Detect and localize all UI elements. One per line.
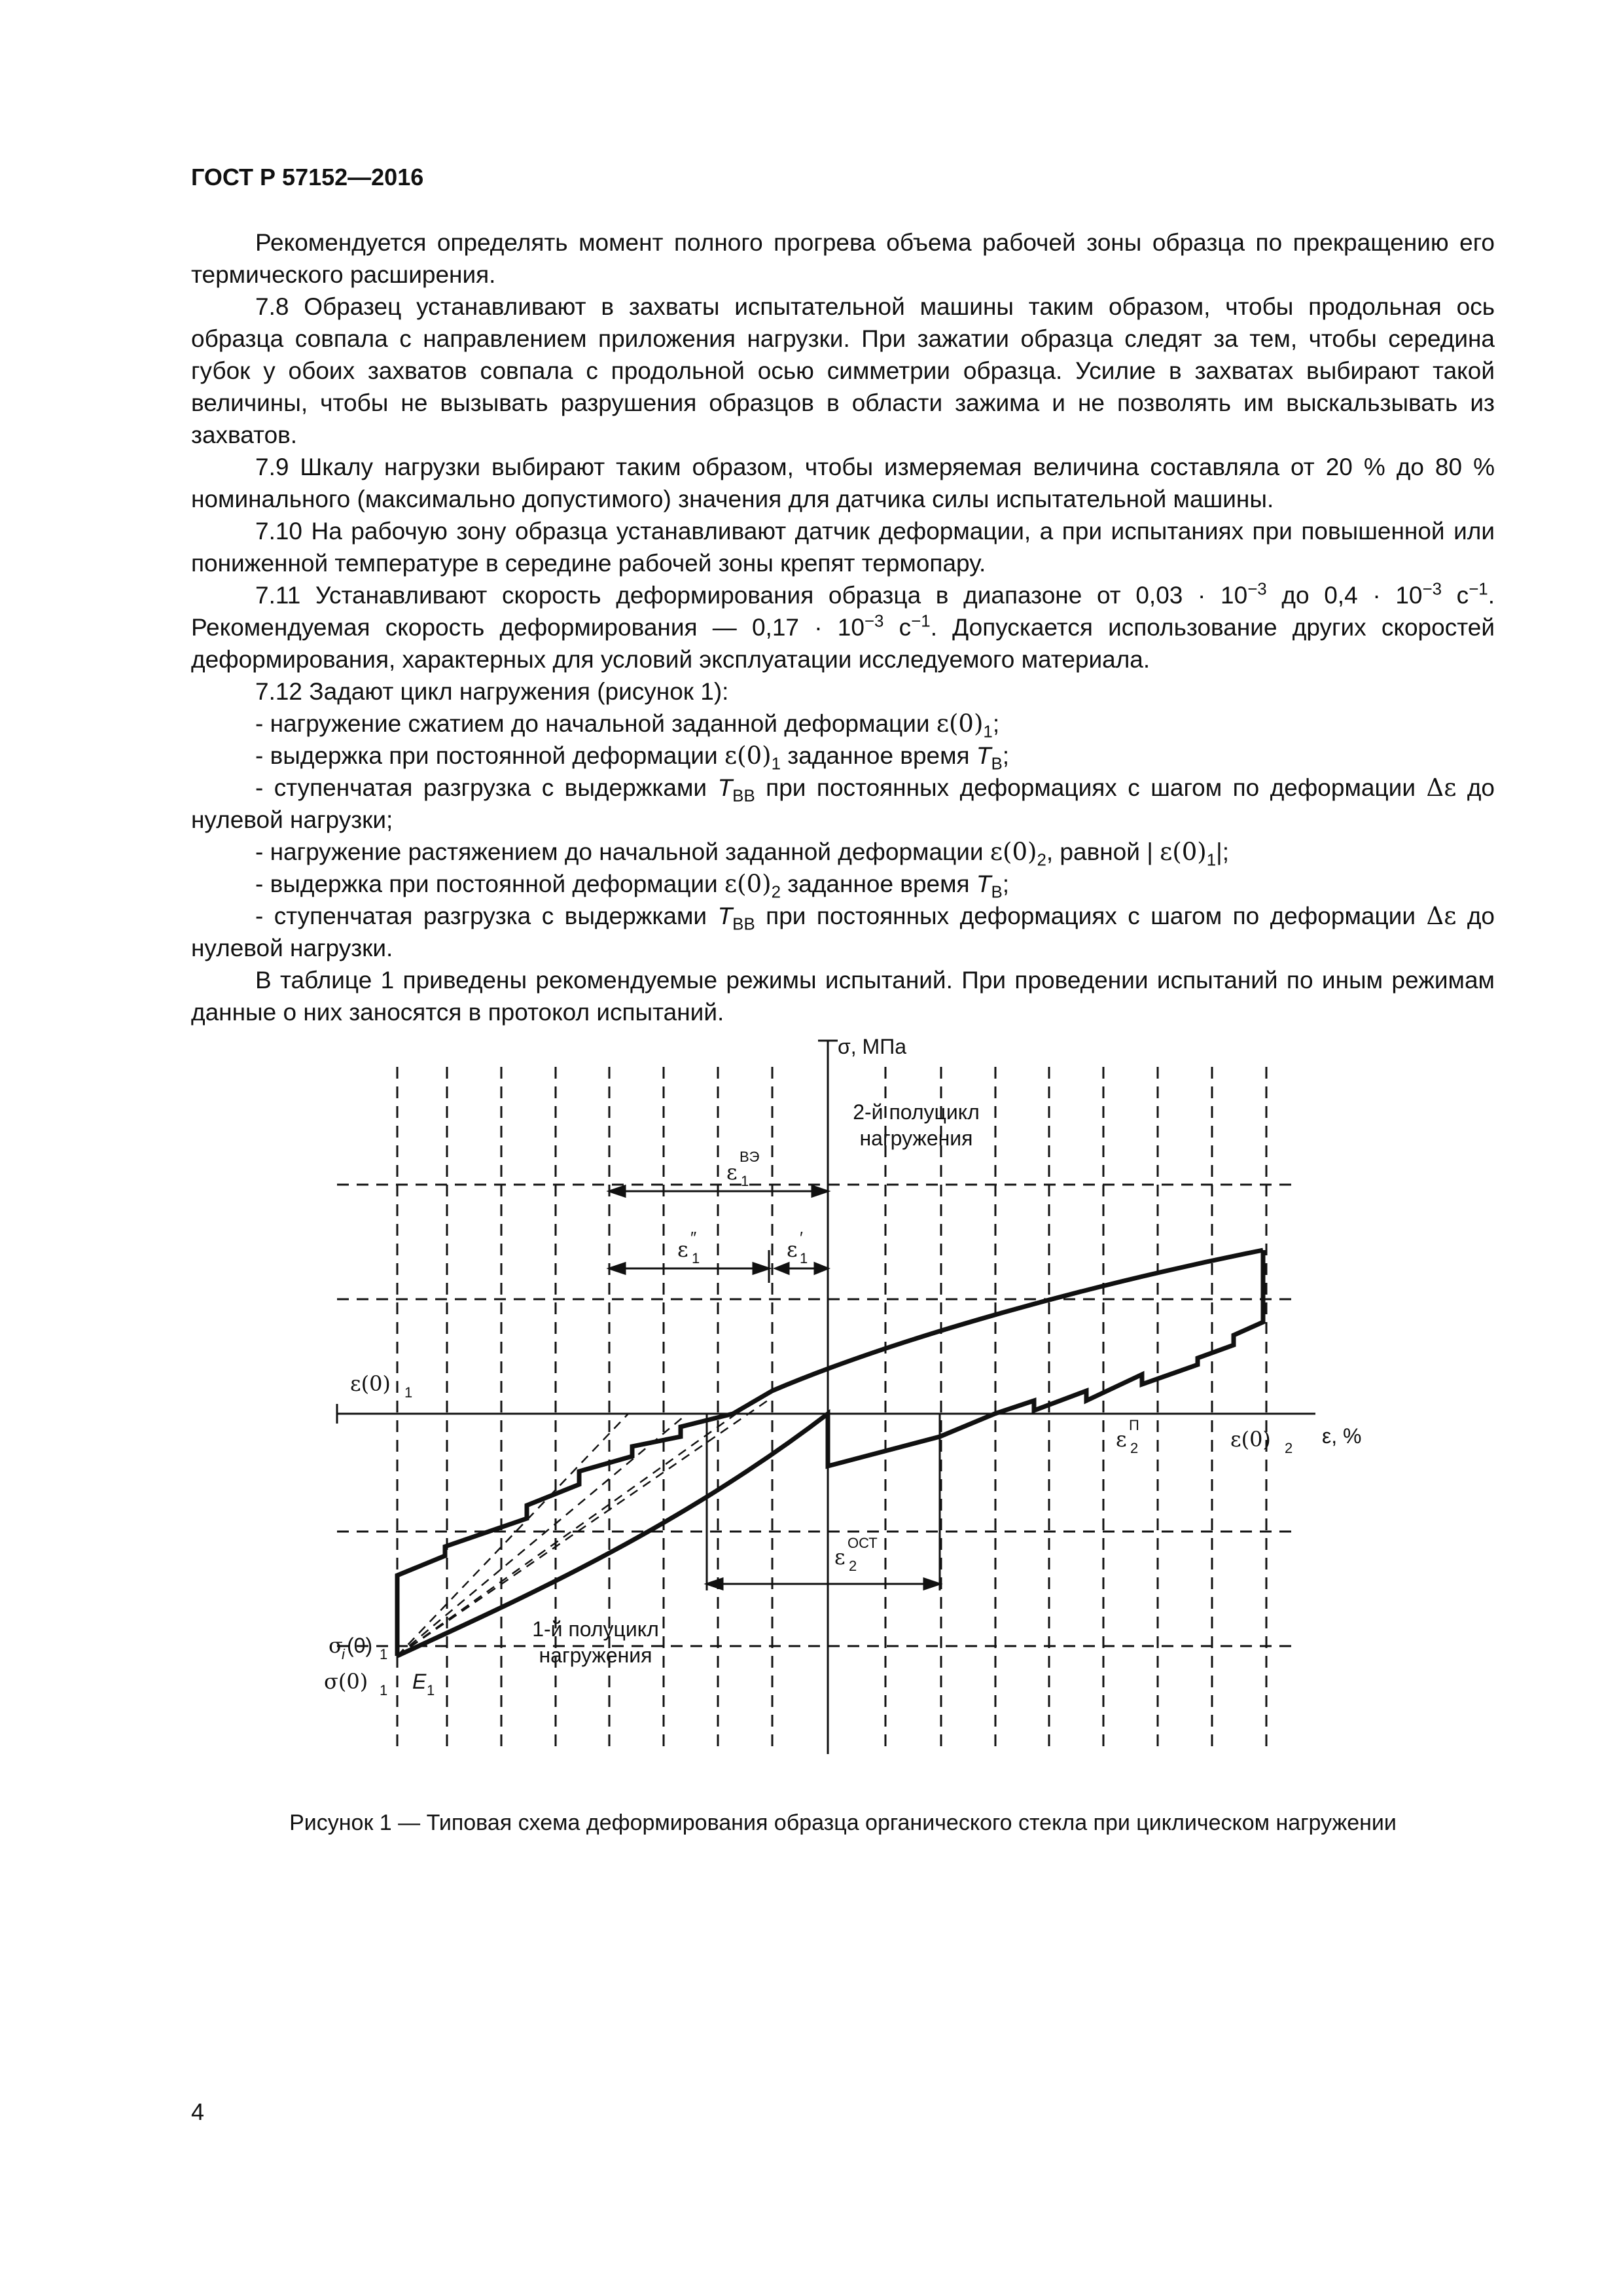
paragraph-7-11: 7.11 Устанавливают скорость деформирования образца в диапазоне от $0,03 \cdot 10^{-3}$ до $0,4 \cdot 10^{-3}$ $с^{-1}$. Рекомендуемая скорость деформирования — $0,17 \cdot 10^{-3}$ $с^{-1}$. Допускается использование других скоростей деформирования, характерных для условий эксплуатации исследуемого материала. [191, 580, 1495, 673]
svg-text:i: i [342, 1646, 345, 1662]
half-cycle-2-label-1: 2-й полуцикл [853, 1100, 980, 1124]
label-sigma-i0-1 [329, 1633, 387, 1662]
svg-text:1: 1 [380, 1646, 388, 1662]
svg-text:ε: ε [787, 1237, 798, 1262]
label-eps0-2 [1230, 1427, 1293, 1456]
arrow-head [776, 1263, 789, 1274]
label-E1 [412, 1670, 435, 1698]
label-eps-prime [787, 1228, 808, 1266]
svg-text:ε(0): ε(0) [1230, 1427, 1271, 1452]
list-item-6: - ступенчатая разгрузка с выдержками $T_{ВВ}$ при постоянных деформациях с шагом по деформации Δε до нулевой нагрузки. [191, 902, 1495, 961]
y-axis-label: σ, МПа [838, 1035, 906, 1058]
list-item-2: - выдержка при постоянной деформации $\varepsilon(0)_1$ заданное время $T_В$; [255, 742, 1010, 774]
label-eps-ve [726, 1149, 760, 1189]
svg-text:ε: ε [677, 1237, 688, 1262]
label-eps-dprime [677, 1228, 700, 1266]
svg-text:П: П [1129, 1417, 1139, 1433]
arrow-head [753, 1263, 769, 1274]
paragraph-7-9: 7.9 Шкалу нагрузки выбирают таким образом, чтобы измеряемая величина составляла от 20 % до 80 % номинального (максимально допустимого) значения для датчика силы испытательной машины. [191, 454, 1495, 512]
svg-text:1: 1 [404, 1384, 413, 1401]
document-header: ГОСТ Р 57152—2016 [191, 164, 424, 190]
svg-text:1: 1 [741, 1173, 749, 1189]
paragraph-7-10: 7.10 На рабочую зону образца устанавливают датчик деформации, а при испытаниях при повышенной или пониженной температуре в середине рабочей зоны крепят термопару. [191, 518, 1495, 577]
svg-text:ε: ε [726, 1160, 738, 1185]
list-item-5: - выдержка при постоянной деформации $\varepsilon(0)_2$ заданное время $T_В$; [255, 870, 1010, 902]
arrow-head [707, 1579, 722, 1589]
half-cycle-1-label-2: нагружения [539, 1643, 652, 1667]
list-item-1: - нагружение сжатием до начальной заданной деформации $\varepsilon(0)_1$; [255, 709, 1000, 742]
body-text [191, 226, 1495, 1028]
label-eps0-1 [350, 1371, 412, 1401]
svg-text:1: 1 [380, 1682, 388, 1698]
half-cycle-1-label-1: 1-й полуцикл [532, 1617, 659, 1641]
arrow-head [924, 1579, 940, 1589]
svg-text:1: 1 [800, 1250, 808, 1266]
figure-caption: Рисунок 1 — Типовая схема деформирования образца органического стекла при циклическом нагружении [289, 1810, 1397, 1835]
arrow-head [815, 1263, 828, 1274]
arrow-head [812, 1186, 828, 1196]
svg-text:ОСТ: ОСТ [847, 1535, 878, 1551]
arrow-head [609, 1263, 625, 1274]
svg-text:ε(0): ε(0) [350, 1371, 391, 1396]
svg-text:ε: ε [834, 1545, 846, 1570]
label-sigma0-1 [324, 1669, 387, 1698]
page-number: 4 [191, 2098, 205, 2125]
list-item-4: - нагружение растяжением до начальной заданной деформации $\varepsilon(0)_2$, равной | $\varepsilon(0)_1|$; [255, 838, 1229, 870]
svg-text:σ: σ [329, 1633, 343, 1658]
paragraph-7-12: 7.12 Задают цикл нагружения (рисунок 1): [255, 678, 729, 705]
svg-text:ВЭ: ВЭ [740, 1149, 760, 1165]
svg-text:(0): (0) [347, 1634, 373, 1657]
svg-text:E: E [412, 1670, 427, 1693]
svg-text:2: 2 [849, 1558, 857, 1574]
svg-text:2: 2 [1285, 1440, 1293, 1456]
svg-text:′: ′ [800, 1228, 803, 1247]
paragraph-7-8: 7.8 Образец устанавливают в захваты испытательной машины таким образом, чтобы продольная ось образца совпала с направлением приложения нагрузки. При зажатии образца следят за тем, чтобы середина губок у обоих захватов совпала с продольной осью симметрии образца. Усилие в захватах выбирают такой величины, чтобы не вызывать разрушения образцов в области зажима и не позволять им выскальзывать из захватов. [191, 293, 1495, 448]
svg-text:1: 1 [427, 1682, 435, 1698]
list-item-3: - ступенчатая разгрузка с выдержками $T_{ВВ}$ при постоянных деформациях с шагом по деформации Δε до нулевой нагрузки; [191, 774, 1495, 833]
grid-lines [337, 1067, 1296, 1754]
svg-text:2: 2 [1130, 1440, 1139, 1456]
x-axis-label: ε, % [1322, 1424, 1362, 1448]
label-eps-ost-2 [834, 1535, 878, 1574]
half-cycle-2-label-2: нагружения [859, 1126, 973, 1150]
figure-1 [314, 1034, 1374, 1793]
svg-text:1: 1 [692, 1250, 700, 1266]
paragraph-table-note: В таблице 1 приведены рекомендуемые режимы испытаний. При проведении испытаний по иным режимам данные о них заносятся в протокол испытаний. [191, 967, 1495, 1026]
svg-text:σ(0): σ(0) [324, 1669, 368, 1694]
svg-text:″: ″ [690, 1228, 697, 1247]
arrow-head [609, 1186, 625, 1196]
label-eps-p-2 [1116, 1417, 1139, 1456]
deformation-diagram [314, 1034, 1374, 1793]
svg-text:ε: ε [1116, 1427, 1127, 1452]
paragraph-1: Рекомендуется определять момент полного прогрева объема рабочей зоны образца по прекращению его термического расширения. [191, 229, 1495, 288]
